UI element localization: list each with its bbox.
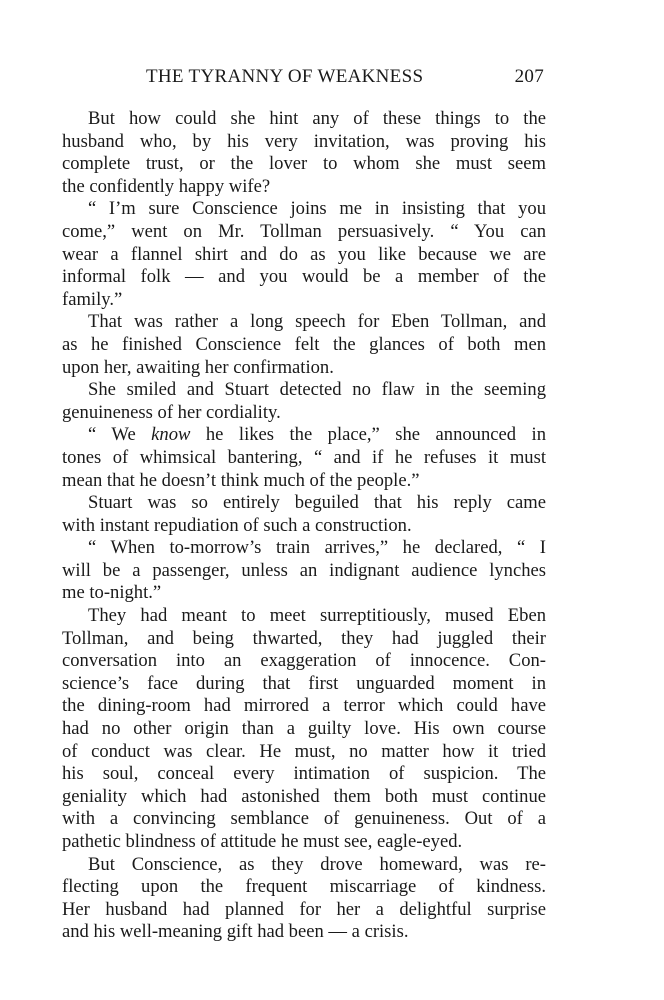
text-line: informal folk — and you would be a member of the	[62, 266, 546, 288]
text-line: come,” went on Mr. Tollman persuasively. “ You can	[62, 220, 546, 242]
text-line: with instant repudiation of such a construction.	[62, 514, 412, 536]
text-line: She smiled and Stuart detected no flaw in the seeming	[88, 379, 546, 401]
text-line: husband who, by his very invitation, was proving his	[62, 130, 546, 152]
text-line: But how could she hint any of these things to the	[88, 108, 546, 129]
text-line: as he finished Conscience felt the glances of both men	[62, 333, 546, 355]
text-line: wear a flannel shirt and do as you like because we are	[62, 243, 546, 265]
text-line: flecting upon the frequent miscarriage of kindness.	[62, 876, 546, 898]
running-header	[146, 66, 546, 92]
text-line: “ When to-morrow’s train arrives,” he declared, “ I	[88, 537, 546, 559]
text-line: of conduct was clear. He must, no matter how it tried	[62, 740, 546, 762]
text-line: the dining-room had mirrored a terror which could have	[62, 695, 546, 717]
text-line: upon her, awaiting her confirmation.	[62, 356, 334, 378]
text-line: “ We know he likes the place,” she announced in	[88, 424, 546, 446]
text-line: They had meant to meet surreptitiously, mused Eben	[88, 605, 546, 627]
text-line: science’s face during that first unguarded moment in	[62, 672, 546, 694]
emphasis: know	[151, 424, 191, 446]
text-line: me to-night.”	[62, 582, 162, 604]
text-line: That was rather a long speech for Eben Tollman, and	[88, 311, 546, 333]
body-text	[62, 108, 546, 944]
text-line: with a convincing semblance of genuineness. Out of a	[62, 808, 546, 830]
text-line: Tollman, and being thwarted, they had juggled their	[62, 627, 546, 649]
text-line: “ I’m sure Conscience joins me in insisting that you	[88, 198, 546, 220]
text-line: family.”	[62, 288, 123, 310]
running-title: THE TYRANNY OF WEAKNESS	[146, 66, 424, 87]
text-line: had no other origin than a guilty love. His own course	[62, 718, 546, 740]
text-line: and his well-meaning gift had been — a crisis.	[62, 921, 409, 943]
text-line: complete trust, or the lover to whom she must seem	[62, 153, 546, 175]
text-line: But Conscience, as they drove homeward, was re-	[88, 853, 546, 875]
text-line: Her husband had planned for her a delightful surprise	[62, 898, 546, 920]
text-line: pathetic blindness of attitude he must see, eagle-eyed.	[62, 831, 463, 852]
text-line: geniality which had astonished them both must continue	[62, 785, 546, 807]
text-line: mean that he doesn’t think much of the people.”	[62, 469, 420, 491]
page-number: 207	[514, 66, 544, 87]
text-line: tones of whimsical bantering, “ and if he refuses it must	[62, 446, 546, 468]
text-line: will be a passenger, unless an indignant audience lynches	[62, 559, 546, 581]
text-line: the confidently happy wife?	[62, 175, 271, 197]
text-line: his soul, conceal every intimation of suspicion. The	[62, 763, 546, 785]
text-line: conversation into an exaggeration of innocence. Con-	[62, 650, 546, 672]
text-line: Stuart was so entirely beguiled that his reply came	[88, 492, 546, 514]
text-line: genuineness of her cordiality.	[62, 401, 281, 423]
